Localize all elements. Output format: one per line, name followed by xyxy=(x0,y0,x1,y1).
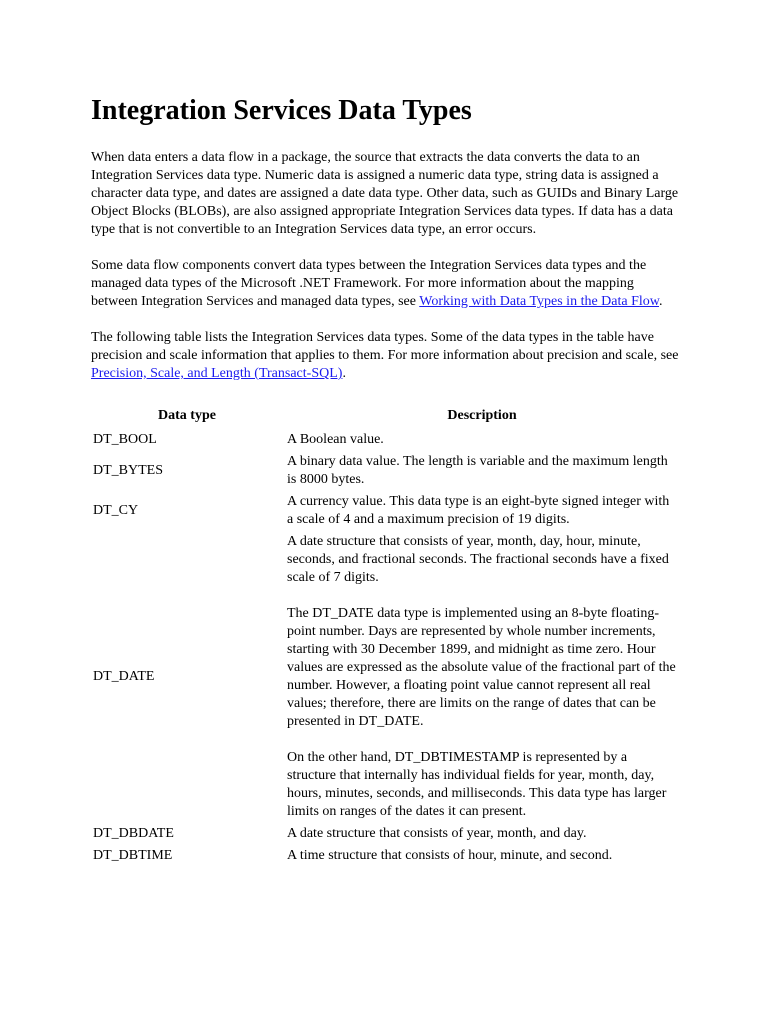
description-cell xyxy=(283,429,681,451)
page-title: Integration Services Data Types xyxy=(91,95,472,126)
working-with-data-types-link[interactable]: Working with Data Types in the Data Flow xyxy=(419,294,659,309)
description-cell xyxy=(283,845,681,867)
intro-paragraph-1: When data enters a data flow in a package, the source that extracts the data converts the data to an Integration Services data type. Numeric data is assigned a numeric data type, string data is assigned a character data type, and dates are assigned a date data type. Other data, such as GUIDs and Binary Large Object Blocks (BLOBs), are also assigned appropriate Integration Services data types. If data has a data type that is not convertible to an Integration Services data type, an error occurs. xyxy=(91,150,679,237)
description-paragraph: On the other hand, DT_DBTIMESTAMP is represented by a structure that internally has individual fields for year, month, day, hours, minutes, seconds, and milliseconds. This data type has larger limits on ranges of the dates it can present. xyxy=(287,750,667,819)
table-row xyxy=(91,531,681,823)
description-cell xyxy=(283,491,681,531)
description-cell xyxy=(283,531,681,823)
intro-paragraph-3-text: The following table lists the Integration Services data types. Some of the data types in the table have precision and scale information that applies to them. For more information about precision and scale, see xyxy=(91,330,679,363)
data-type-cell: DT_BYTES xyxy=(93,463,163,478)
description-paragraph: A date structure that consists of year, month, day, hour, minute, seconds, and fractional seconds. The fractional seconds have a fixed scale of 7 digits. xyxy=(287,534,669,585)
data-types-table xyxy=(91,401,681,867)
intro-paragraph-2-text: Some data flow components convert data types between the Integration Services data types and the managed data types of the Microsoft .NET Framework. For more information about the mapping between Integration Services and managed data types, see xyxy=(91,258,647,309)
table-row xyxy=(91,491,681,531)
description-paragraph: The DT_DATE data type is implemented using an 8-byte floating-point number. Days are represented by whole number increments, starting with 30 December 1899, and midnight as time zero. Hour values are expressed as the absolute value of the fractional part of the number. However, a floating point value cannot represent all real values; therefore, there are limits on the range of dates that can be presented in DT_DATE. xyxy=(287,606,676,729)
document-page xyxy=(91,92,681,867)
description-paragraph: A Boolean value. xyxy=(287,432,384,447)
column-header-data-type: Data type xyxy=(158,408,216,423)
table-header-row xyxy=(91,401,681,429)
description-paragraph: A time structure that consists of hour, minute, and second. xyxy=(287,848,613,863)
description-paragraph: A currency value. This data type is an eight-byte signed integer with a scale of 4 and a maximum precision of 19 digits. xyxy=(287,494,670,527)
table-row xyxy=(91,823,681,845)
description-cell xyxy=(283,823,681,845)
data-type-cell: DT_CY xyxy=(93,503,139,518)
intro-paragraph-2 xyxy=(91,257,681,311)
description-cell xyxy=(283,451,681,491)
intro-paragraph-3-end: . xyxy=(342,366,346,381)
data-type-cell: DT_BOOL xyxy=(93,432,157,447)
data-type-cell: DT_DATE xyxy=(93,669,155,684)
table-row xyxy=(91,451,681,491)
table-body xyxy=(91,429,681,867)
description-paragraph: A binary data value. The length is variable and the maximum length is 8000 bytes. xyxy=(287,454,668,487)
table-row xyxy=(91,429,681,451)
column-header-description: Description xyxy=(447,408,517,423)
intro-paragraph-2-end: . xyxy=(658,294,663,309)
data-type-cell: DT_DBTIME xyxy=(93,848,173,863)
description-paragraph: A date structure that consists of year, month, and day. xyxy=(287,826,587,841)
intro-paragraph-3 xyxy=(91,329,681,383)
data-type-cell: DT_DBDATE xyxy=(93,826,174,841)
table-row xyxy=(91,845,681,867)
precision-scale-length-link[interactable]: Precision, Scale, and Length (Transact-SQL) xyxy=(91,366,343,381)
